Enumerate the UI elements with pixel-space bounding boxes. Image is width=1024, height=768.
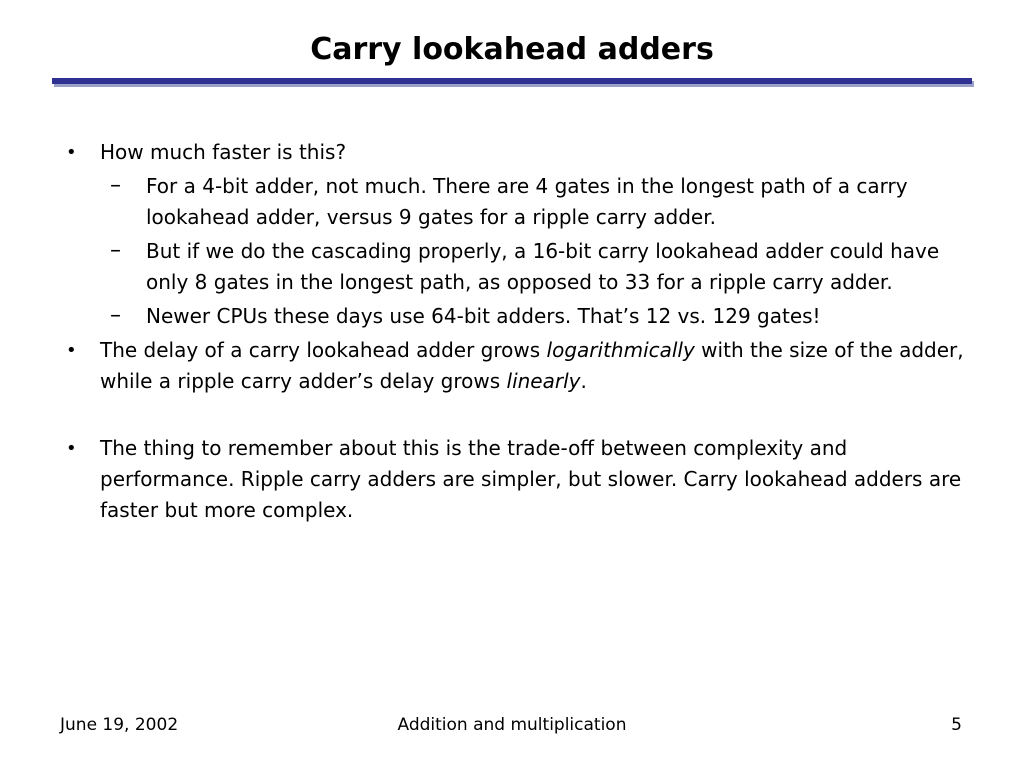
sub-bullet-2 [110,236,966,298]
emphasis-text: linearly [506,369,581,393]
bullet-text: How much faster is this? [100,140,347,164]
bullet-3 [66,433,970,526]
bullet-1 [66,137,970,168]
sub-bullet-3 [110,301,966,332]
sub-bullet-text: Newer CPUs these days use 64-bit adders. That’s 12 vs. 129 gates! [146,304,821,328]
dash-icon: – [110,303,121,328]
sub-bullet-text: For a 4-bit adder, not much. There are 4 gates in the longest path of a carry lookahead adder, versus 9 gates for a ripple carry adder. [146,174,908,229]
bullet-icon: • [66,142,77,163]
sub-bullet-text: But if we do the cascading properly, a 16-bit carry lookahead adder could have only 8 gates in the longest path, as opposed to 33 for a ripple carry adder. [146,239,940,294]
title-divider [52,78,972,84]
dash-icon: – [110,238,121,263]
bullet-2 [66,335,970,397]
sub-bullet-1 [110,171,966,233]
footer-page-number: 5 [951,715,962,735]
bullet-icon: • [66,438,77,459]
bullet-text: The thing to remember about this is the trade-off between complexity and performance. Ripple carry adders are simpler, but slower. Carry lookahead adders are faster but more complex. [100,436,962,522]
bullet-text-part: with the size of the adder, while a ripple carry adder’s delay grows [100,338,964,393]
footer-topic: Addition and multiplication [397,715,627,735]
bullet-text-part: . [580,369,587,393]
slide-title: Carry lookahead adders [310,32,714,67]
slide-body [0,137,1024,526]
emphasis-text: logarithmically [546,338,695,362]
bullet-text-part: The delay of a carry lookahead adder grows [100,338,547,362]
footer-date: June 19, 2002 [60,715,179,735]
bullet-icon: • [66,340,77,361]
dash-icon: – [110,173,121,198]
